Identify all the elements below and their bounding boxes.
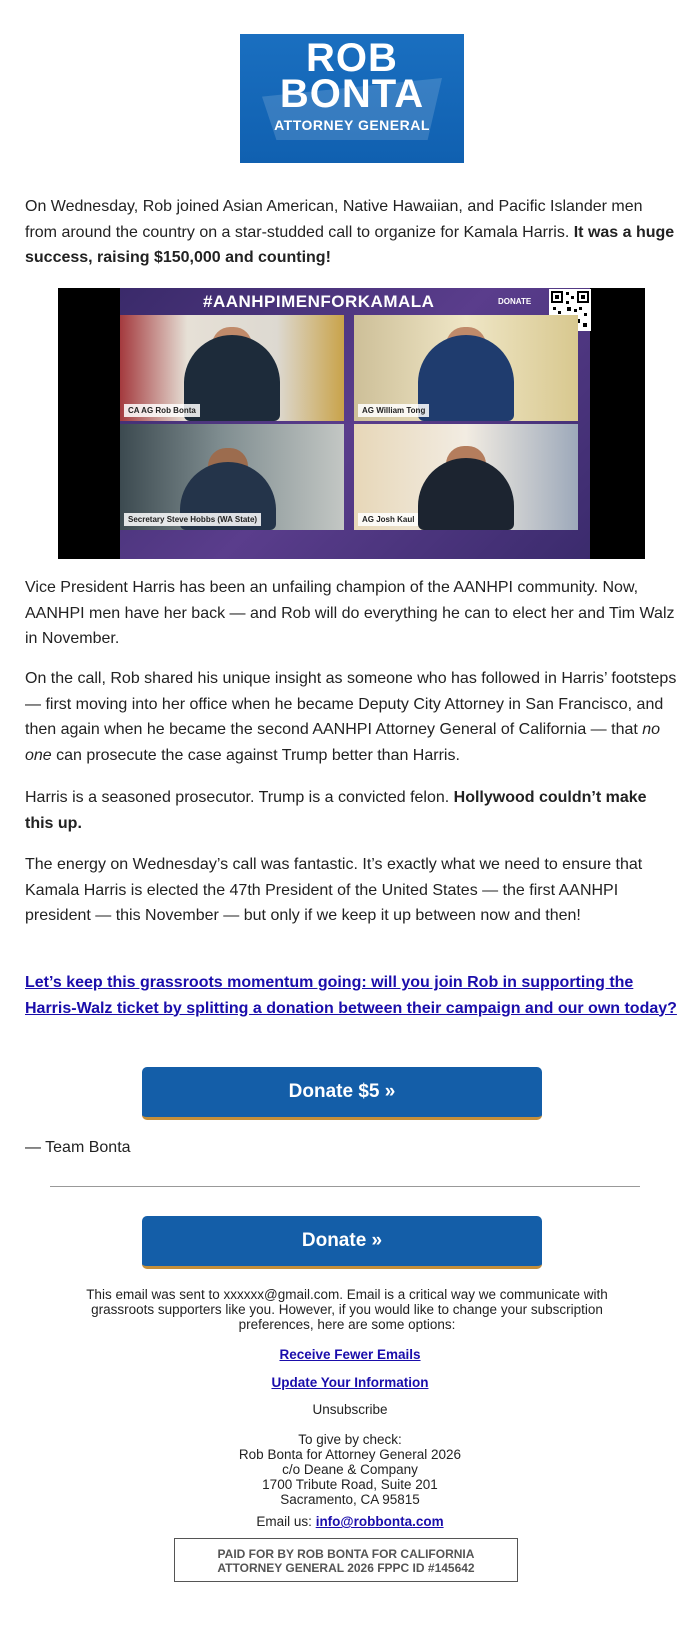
unsubscribe-link[interactable]: Unsubscribe <box>312 1402 388 1417</box>
update-information-link[interactable]: Update Your Information <box>271 1375 429 1390</box>
check-line: 1700 Tribute Road, Suite 201 <box>262 1477 438 1492</box>
rob-bonta-logo <box>240 34 464 163</box>
check-address <box>0 1432 700 1507</box>
call-donate-label: DONATE <box>498 297 532 306</box>
logo-line-1: ROB <box>306 36 398 80</box>
participant-tile <box>120 315 344 421</box>
paragraph-champion: Vice President Harris has been an unfailing champion of the AANHPI community. Now, AANHPI men have her back — and Rob will do everything he can to elect her and Tim Walz in November. <box>25 579 675 647</box>
donate-button[interactable]: Donate » <box>142 1216 542 1269</box>
intro-text: On Wednesday, Rob joined Asian American, Native Hawaiian, and Pacific Islander men from around the country on a star-studded call to organize for Kamala Harris. <box>25 198 643 241</box>
signoff: — Team Bonta <box>25 1139 131 1156</box>
email-us <box>0 1514 700 1529</box>
intro-bold: It was a huge success, raising $150,000 and counting! <box>25 223 675 266</box>
divider <box>50 1186 640 1187</box>
footer-fewer-emails <box>0 1347 700 1362</box>
paragraph-prosecutor-bold: Hollywood couldn’t make this up. <box>25 789 647 832</box>
paid-line-1: PAID FOR BY ROB BONTA FOR CALIFORNIA <box>217 1547 475 1561</box>
participant-caption: CA AG Rob Bonta <box>124 404 200 417</box>
paragraph-prosecutor-text: Harris is a seasoned prosecutor. Trump is a convicted felon. <box>25 789 454 806</box>
participant-caption: AG William Tong <box>358 404 429 417</box>
donate-5-button[interactable]: Donate $5 » <box>142 1067 542 1120</box>
zoom-call-image <box>58 288 645 559</box>
footer-notice: This email was sent to xxxxxx@gmail.com. Email is a critical way we communicate with grassroots supporters like you. However, if you would like to change your subscription preferences, here are some options: <box>86 1287 608 1332</box>
paid-line-2: ATTORNEY GENERAL 2026 FPPC ID #145642 <box>217 1561 475 1575</box>
check-line: Rob Bonta for Attorney General 2026 <box>238 1447 462 1462</box>
check-line: Sacramento, CA 95815 <box>280 1492 420 1507</box>
footer-update-info <box>0 1375 700 1390</box>
participant-tile <box>120 424 344 530</box>
paragraph-prosecutor <box>25 785 677 836</box>
check-line: To give by check: <box>298 1432 402 1447</box>
paragraph-call-text-b: can prosecute the case against Trump better than Harris. <box>51 746 460 764</box>
logo-line-2: BONTA <box>279 72 425 116</box>
email-address-link[interactable]: info@robbonta.com <box>315 1514 444 1529</box>
participant-caption: Secretary Steve Hobbs (WA State) <box>124 513 261 526</box>
paid-for-disclaimer <box>174 1538 518 1582</box>
intro-paragraph <box>25 194 677 271</box>
participant-caption: AG Josh Kaul <box>358 513 418 526</box>
receive-fewer-emails-link[interactable]: Receive Fewer Emails <box>279 1347 421 1362</box>
email-us-label: Email us: <box>256 1514 316 1529</box>
participant-tile <box>354 315 578 421</box>
call-hashtag: #AANHPIMENFORKAMALA <box>203 292 435 311</box>
paragraph-call-insight <box>25 666 677 768</box>
check-line: c/o Deane & Company <box>282 1462 418 1477</box>
participant-tile <box>354 424 578 530</box>
logo-line-3: ATTORNEY GENERAL <box>274 117 430 133</box>
paragraph-call-text-a: On the call, Rob shared his unique insight as someone who has followed in Harris’ footsteps — first moving into her office when he became Deputy City Attorney in San Francisco, and then again when he became the second AANHPI Attorney General of California — that <box>25 670 677 738</box>
paragraph-call-emphasis: no one <box>25 721 661 764</box>
paragraph-energy: The energy on Wednesday’s call was fantastic. It’s exactly what we need to ensure that Kamala Harris is elected the 47th President of the United States — the first AANHPI president — this November — but only if we keep it up between now and then! <box>25 856 643 924</box>
donation-cta-link[interactable]: Let’s keep this grassroots momentum going: will you join Rob in supporting the Harris-Walz ticket by splitting a donation between their campaign and our own today? <box>25 974 677 1017</box>
